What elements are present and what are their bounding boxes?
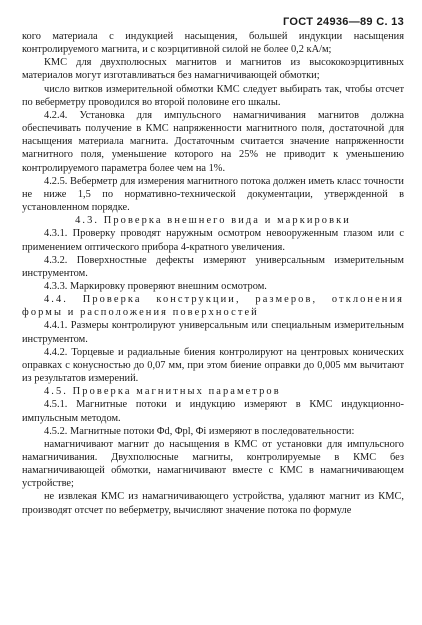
paragraph: не извлекая КМС из намагничивающего устройства, удаляют магнит из КМС, производят отсчет по веберметру, вычисляют значение потока по формуле <box>22 491 404 516</box>
section-heading: 4.3. Проверка внешнего вида и маркировки <box>75 215 351 227</box>
paragraph: КМС для двухполюсных магнитов и магнитов из высококоэрцитивных материалов могут изготавливаться без намагничивающей обмотки; <box>22 57 404 82</box>
paragraph: 4.4.2. Торцевые и радиальные биения контролируют на центровых конических оправках с конусностью до 0,07 мм, при этом биение оправки до 0,005 мм вычитают из результатов измерений. <box>22 346 404 385</box>
running-header: ГОСТ 24936—89 С. 13 <box>283 16 404 28</box>
paragraph: 4.3.2. Поверхностные дефекты измеряют универсальным измерительным инструментом. <box>22 254 404 279</box>
document-body <box>22 30 404 517</box>
paragraph: 4.5.2. Магнитные потоки Φd, Φpl, Φi измеряют в последовательности: <box>44 425 355 437</box>
paragraph: число витков измерительной обмотки КМС следует выбирать так, чтобы отсчет по веберметру проводился во второй половине его шкалы. <box>22 83 404 108</box>
paragraph: 4.3.3. Маркировку проверяют внешним осмотром. <box>44 280 267 292</box>
paragraph: 4.2.4. Установка для импульсного намагничивания магнитов должна обеспечивать получение в КМС напряженности магнитного поля, достаточной для насыщения материала магнита. Достаточным считается значение напряженности магнитного поля, уменьшение которого на 25% не приводит к уменьшению контролируемого параметра более чем на 1%. <box>22 109 404 174</box>
section-heading: 4.4. Проверка конструкции, размеров, отклонения формы и расположения поверхностей <box>22 294 404 319</box>
section-heading: 4.5. Проверка магнитных параметров <box>44 386 281 398</box>
paragraph: 4.2.5. Веберметр для измерения магнитного потока должен иметь класс точности не ниже 1,5 по нормативно-технической документации, утвержденной в установленном порядке. <box>22 175 404 214</box>
paragraph: кого материала с индукцией насыщения, большей индукции насыщения контролируемого магнита, и с коэрцитивной силой не более 0,2 кА/м; <box>22 31 404 56</box>
paragraph: 4.5.1. Магнитные потоки и индукцию измеряют в КМС индукционно-импульсным методом. <box>22 399 404 424</box>
paragraph: намагничивают магнит до насыщения в КМС от установки для импульсного намагничивания. Двухполюсные магниты, контролируемые в КМС без намагничивающей обмотки, намагничивают вместе с КМС в намагничивающем устройстве; <box>22 438 404 490</box>
paragraph: 4.4.1. Размеры контролируют универсальным или специальным измерительным инструментом. <box>22 320 404 345</box>
paragraph: 4.3.1. Проверку проводят наружным осмотром невооруженным глазом или с применением оптического прибора 4-кратного увеличения. <box>22 228 404 253</box>
